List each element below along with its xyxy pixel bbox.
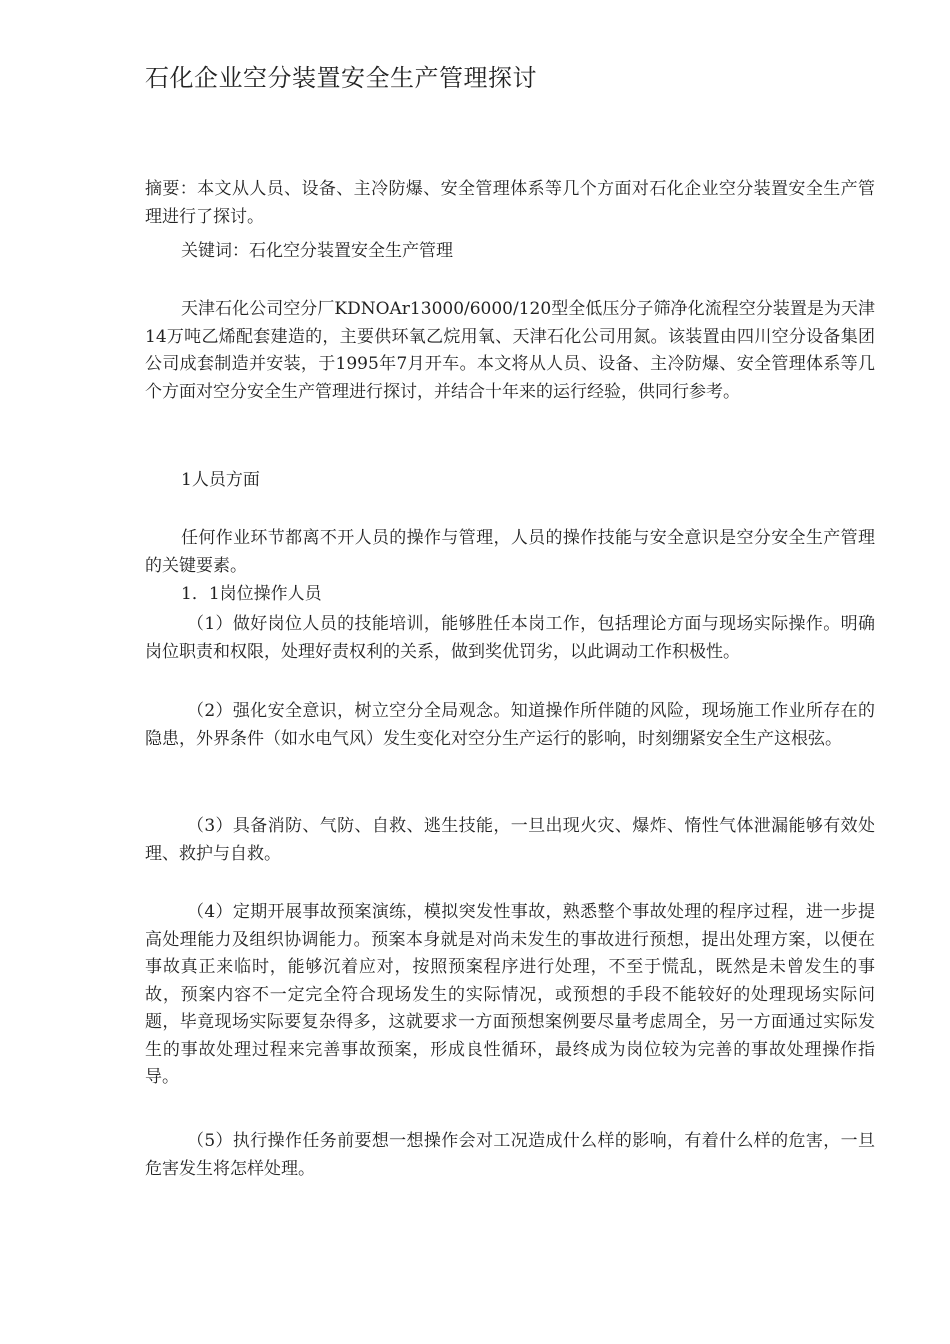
intro-paragraph: 天津石化公司空分厂KDNOAr13000/6000/120型全低压分子筛净化流程空分装置是为天津14万吨乙烯配套建造的，主要供环氧乙烷用氧、天津石化公司用氮。该装置由四川空分设备集团公司成套制造并安装，于1995年7月开车。本文将从人员、设备、主冷防爆、安全管理体系等几个方面对空分安全生产管理进行探讨，并结合十年来的运行经验，供同行参考。 — [145, 299, 875, 402]
keywords-line: 关键词：石化空分装置安全生产管理 — [181, 241, 453, 261]
section-intro-paragraph: 任何作业环节都离不开人员的操作与管理，人员的操作技能与安全意识是空分安全生产管理的关键要素。 — [145, 528, 875, 576]
list-item: （5）执行操作任务前要想一想操作会对工况造成什么样的影响，有着什么样的危害，一旦危害发生将怎样处理。 — [145, 1131, 875, 1179]
document-title: 石化企业空分装置安全生产管理探讨 — [145, 64, 537, 92]
list-item: （3）具备消防、气防、自救、逃生技能，一旦出现火灾、爆炸、惰性气体泄漏能够有效处理、救护与自救。 — [145, 816, 875, 864]
section-heading: 1人员方面 — [181, 470, 260, 490]
list-item: （2）强化安全意识，树立空分全局观念。知道操作所伴随的风险，现场施工作业所存在的隐患，外界条件（如水电气风）发生变化对空分生产运行的影响，时刻绷紧安全生产这根弦。 — [145, 701, 875, 749]
abstract-paragraph: 摘要：本文从人员、设备、主冷防爆、安全管理体系等几个方面对石化企业空分装置安全生产管理进行了探讨。 — [145, 179, 875, 227]
list-item: （4）定期开展事故预案演练，模拟突发性事故，熟悉整个事故处理的程序过程，进一步提高处理能力及组织协调能力。预案本身就是对尚未发生的事故进行预想，提出处理方案，以便在事故真正来临时，能够沉着应对，按照预案程序进行处理，不至于慌乱，既然是未曾发生的事故，预案内容不一定完全符合现场发生的实际情况，或预想的手段不能较好的处理现场实际问题，毕竟现场实际要复杂得多，这就要求一方面预想案例要尽量考虑周全，另一方面通过实际发生的事故处理过程来完善事故预案，形成良性循环，最终成为岗位较为完善的事故处理操作指导。 — [145, 902, 875, 1087]
subsection-heading: 1．1岗位操作人员 — [181, 584, 322, 604]
list-item: （1）做好岗位人员的技能培训，能够胜任本岗工作，包括理论方面与现场实际操作。明确岗位职责和权限，处理好责权利的关系，做到奖优罚劣，以此调动工作积极性。 — [145, 614, 875, 662]
